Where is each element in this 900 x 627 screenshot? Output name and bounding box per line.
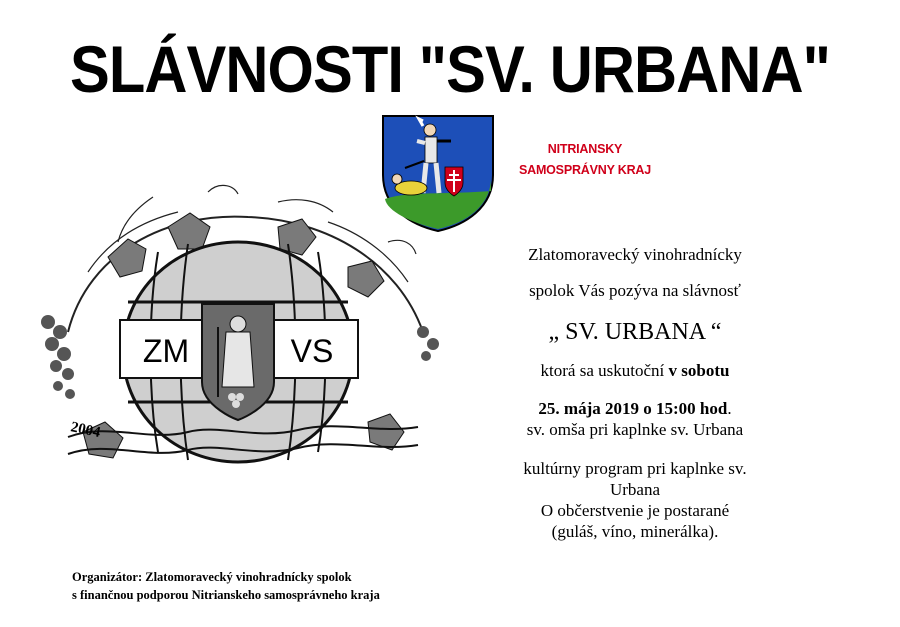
region-name bbox=[505, 139, 665, 181]
emblem-year: 2004 bbox=[69, 419, 102, 442]
invitation-line1: Zlatomoravecký vinohradnícky bbox=[528, 245, 742, 264]
invitation-line4 bbox=[470, 360, 800, 381]
event-date bbox=[470, 398, 800, 419]
event-name: „ SV. URBANA “ bbox=[548, 319, 722, 345]
event-date-bold: 25. mája 2019 o 15:00 hod bbox=[538, 399, 728, 418]
organizer-line2: s finančnou podporou Nitrianskeho samosprávneho kraja bbox=[72, 588, 380, 602]
refreshment-line: O občerstvenie je postarané bbox=[540, 501, 730, 520]
organizer-line1: Organizátor: Zlatomoravecký vinohradnícky spolok bbox=[72, 570, 352, 584]
title-art bbox=[40, 12, 860, 112]
refreshment-items: (guláš, víno, minerálka). bbox=[551, 522, 719, 541]
mass-line: sv. omša pri kaplnke sv. Urbana bbox=[526, 420, 744, 439]
region-name-line2: SAMOSPRÁVNY KRAJ bbox=[518, 163, 651, 177]
page-title bbox=[40, 12, 860, 112]
line4-prefix: ktorá sa uskutoční bbox=[540, 361, 669, 380]
program-block bbox=[470, 458, 800, 542]
program-line2: Urbana bbox=[609, 480, 661, 499]
region-name-line1: NITRIANSKY bbox=[547, 142, 623, 156]
winegrowers-emblem bbox=[28, 182, 448, 527]
program-line1: kultúrny program pri kaplnke sv. bbox=[523, 459, 747, 478]
organizer-note bbox=[72, 568, 492, 604]
event-date-suffix: . bbox=[727, 399, 732, 418]
emblem-right-text: VS bbox=[290, 333, 334, 369]
invitation-line2: spolok Vás pozýva na slávnosť bbox=[529, 281, 741, 300]
line4-day: v sobotu bbox=[668, 361, 730, 380]
emblem-left-text: ZM bbox=[142, 333, 190, 369]
title-text: SLÁVNOSTI "SV. URBANA" bbox=[70, 32, 830, 106]
